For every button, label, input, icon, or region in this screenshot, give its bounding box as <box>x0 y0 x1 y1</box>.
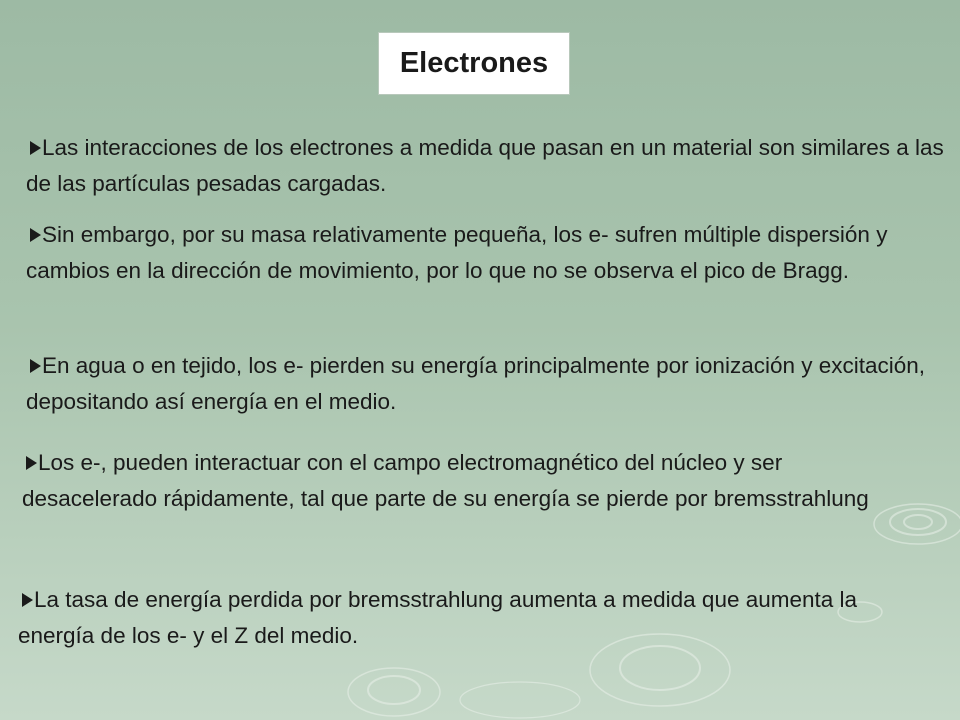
bullet-text: Las interacciones de los electrones a medida que pasan en un material son similares a las de las partículas pesadas cargadas. <box>26 135 944 196</box>
arrow-bullet-icon <box>26 456 37 470</box>
arrow-bullet-icon <box>22 593 33 607</box>
bullet-text: La tasa de energía perdida por bremsstrahlung aumenta a medida que aumenta la energía de los e- y el Z del medio. <box>18 587 858 648</box>
arrow-bullet-icon <box>30 141 41 155</box>
arrow-bullet-icon <box>30 228 41 242</box>
bullet-text: En agua o en tejido, los e- pierden su energía principalmente por ionización y excitación, depositando así energía en el medio. <box>26 353 926 414</box>
page-title: Electrones <box>399 47 549 79</box>
arrow-bullet-icon <box>30 359 41 373</box>
bullet-text: Sin embargo, por su masa relativamente pequeña, los e- sufren múltiple dispersión y cambios en la dirección de movimiento, por lo que no se observa el pico de Bragg. <box>26 222 888 283</box>
bullet-paragraph <box>18 582 918 654</box>
bullet-paragraph <box>26 217 926 289</box>
bullet-text: Los e-, pueden interactuar con el campo electromagnético del núcleo y ser desacelerado rápidamente, tal que parte de su energía se pierde por bremsstrahlung <box>22 450 869 511</box>
bullet-paragraph <box>26 130 946 202</box>
bullet-paragraph <box>26 348 946 420</box>
bullet-paragraph <box>22 445 922 517</box>
title-box <box>378 32 570 95</box>
